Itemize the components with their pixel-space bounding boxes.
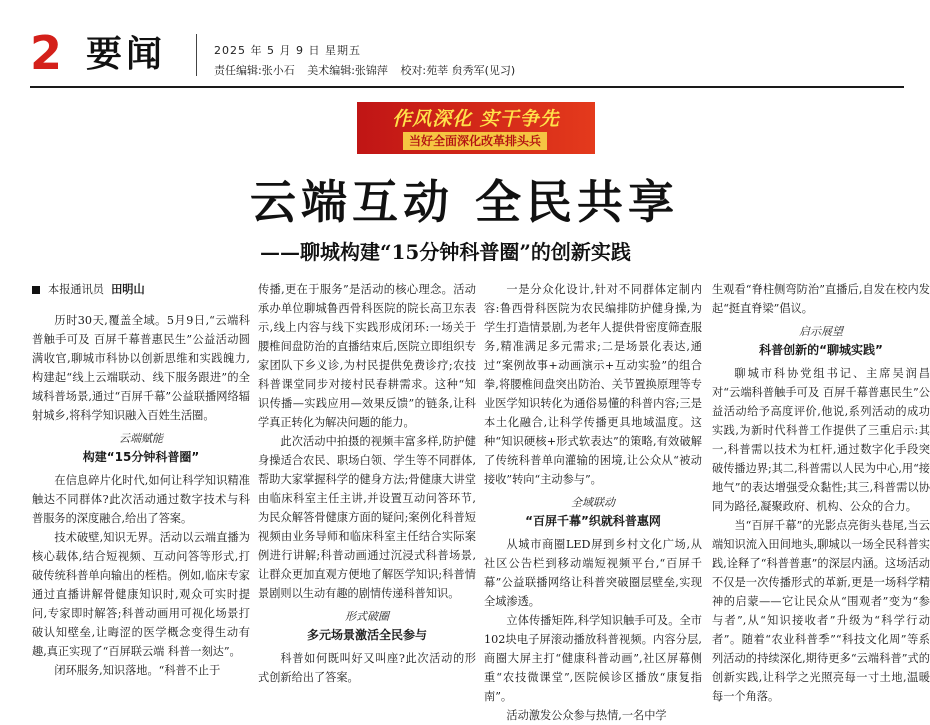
paragraph: 科普如何既叫好又叫座?此次活动的形式创新给出了答案。 (258, 652, 476, 684)
column-2 (258, 280, 476, 705)
section-heading: 多元场景激活全民参与 (306, 628, 427, 642)
section-heading: 构建“15分钟科普圈” (82, 450, 200, 464)
article-title: 云端互动 全民共享 (249, 175, 679, 229)
column-4 (712, 280, 930, 705)
paragraph: 闭环服务,知识落地。“科普不止于 (54, 664, 221, 677)
proofreaders: 校对:苑莘 贠秀军(见习) (400, 64, 516, 77)
section-name: 要闻 (86, 33, 167, 75)
paragraph: 在信息碎片化时代,如何让科学知识精准触达不同群体?此次活动通过数字技术与科普服务的深度融合,给出了答案。 (32, 474, 250, 525)
paragraph: 活动激发公众参与热情,一名中学 (506, 709, 667, 722)
column-1 (32, 280, 250, 705)
section-heading: 科普创新的“聊城实践” (759, 343, 883, 357)
section-kicker: 全域联动 (571, 496, 615, 509)
paragraph: 从城市商圈LED屏到乡村文化广场,从社区公告栏到移动端短视频平台,“百屏千幕”公益联播网络让科普突破圈层壁垒,实现全域渗透。 (484, 538, 702, 608)
section-kicker: 启示展望 (799, 325, 843, 338)
byline-prefix: 本报通讯员 (48, 283, 104, 296)
paragraph: 此次活动中拍摄的视频丰富多样,防护健身操适合农民、职场白领、学生等不同群体,帮助大家掌握科学的健身方法;骨健康大讲堂由临床科室主任主讲,并设置互动问答环节,为民众解答骨健康方面的疑问;案例化科普短视频由业务导师和临床科室主任结合实际案例进行讲解;科普动画通过沉浸式科普场景,让群众更加直观方便地了解医学知识;科普情景剧则以生动有趣的剧情传递科普知识。 (258, 435, 476, 600)
byline-square-icon (32, 286, 40, 294)
paragraph: 一是分众化设计,针对不同群体定制内容:鲁西骨科医院为农民编排防护健身操,为学生打造情景剧,为老年人提供骨密度筛查服务,精准满足多元需求;二是场景化表达,通过“案例故事+动画演示+互动实验”的组合拳,将腰椎间盘突出防治、关节置换原理等专业医学知识转化为通俗易懂的科普内容;三是本土化融合,让科学传播更具地域温度。这种“知识硬核+形式软表达”的策略,有效破解了传统科普单向灌输的困境,让公众从“被动接收”转向“主动参与”。 (484, 283, 702, 486)
chief-editor: 责任编辑:张小石 (214, 64, 295, 77)
banner-slogan: 作风深化 实干争先 (392, 108, 560, 130)
campaign-banner (357, 102, 595, 154)
header-rule (30, 86, 904, 88)
byline-author: 田明山 (111, 283, 145, 296)
section-kicker: 形式破圈 (345, 610, 389, 623)
section-kicker: 云端赋能 (119, 432, 163, 445)
paragraph: 聊城市科协党组书记、主席吴润昌对“云端科普触手可及 百屏千幕普惠民生”公益活动给予高度评价,他说,系列活动的成功实践,为新时代科普工作提供了三重启示:其一,科普需以技术为杠杆,通过数字化手段突破传播边界;其二,科普需以人民为中心,用“接地气”的表达增强受众黏性;其三,科普需以协同为路径,凝聚政府、机构、公众的合力。 (712, 367, 930, 513)
section-heading: “百屏千幕”织就科普惠网 (525, 514, 661, 528)
banner-tagline: 当好全面深化改革排头兵 (403, 132, 547, 150)
art-editor: 美术编辑:张锦萍 (307, 64, 388, 77)
byline (32, 280, 250, 299)
paragraph: 传播,更在于服务”是活动的核心理念。活动承办单位聊城鲁西骨科医院的院长高卫东表示,线上内容与线下实践形成闭环:一场关于腰椎间盘防治的直播结束后,医院立即组织专家团队下乡义诊,为村民提供免费诊疗;农技科普课堂同步对接村民春耕需求。这种“知识传播—实践应用—效果反馈”的链条,让科学真正转化为解决问题的能力。 (258, 283, 476, 429)
article-subtitle: ——聊城构建“15分钟科普圈”的创新实践 (260, 240, 631, 264)
date-line: 2025 年 5 月 9 日 星期五 (214, 44, 361, 57)
editor-credits (214, 62, 524, 78)
masthead-divider (196, 34, 197, 76)
column-3 (484, 280, 702, 722)
paragraph: 历时30天,覆盖全域。5月9日,“云端科普触手可及 百屏千幕普惠民生”公益活动圆满收官,聊城市科协以创新思维和实践魄力,构建起“线上云端联动、线下服务跟进”的全域科普场景,通过“百屏千幕”公益联播网络辐射城乡,将科学知识融入百姓生活圈。 (32, 314, 250, 422)
paragraph: 生观看“脊柱侧弯防治”直播后,自发在校内发起“挺直脊梁”倡议。 (712, 283, 930, 315)
paragraph: 立体传播矩阵,科学知识触手可及。全市102块电子屏滚动播放科普视频。内容分层,商圈大屏主打“健康科普动画”,社区屏幕侧重“农技微课堂”,医院候诊区播放“康复指南”。 (484, 614, 702, 703)
page-number: 2 (30, 26, 63, 80)
paragraph: 技术破壁,知识无界。活动以云端直播为核心载体,结合短视频、互动问答等形式,打破传统科普单向输出的桎梏。例如,临床专家通过直播讲解骨健康知识时,观众可实时提问,专家即时解答;科普动画用可视化场景打破认知壁垒,让晦涩的医学概念变得生动有趣,真正实现了“百屏联云端 科普一刻达”。 (32, 531, 250, 658)
paragraph: 当“百屏千幕”的光影点亮街头巷尾,当云端知识流入田间地头,聊城以一场全民科普实践,诠释了“科普普惠”的深层内涵。这场活动不仅是一次传播形式的革新,更是一场科学精神的启蒙——它让民众从“围观者”变为“参与者”,从“知识接收者”升级为“科学行动者”。随着“农业科普季”“科技文化周”等系列活动的持续深化,期待更多“云端科普”式的创新实践,让科学之光照亮每一寸土地,温暖每一个角落。 (712, 519, 930, 703)
